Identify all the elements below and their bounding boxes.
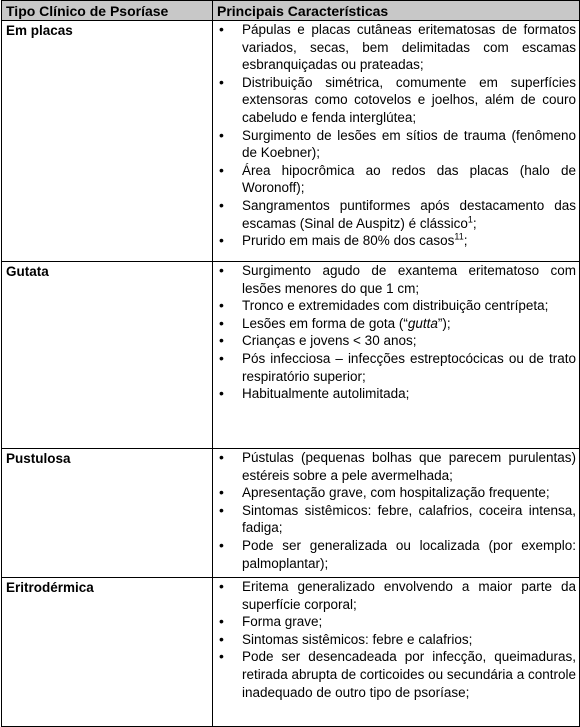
- list-item: • Pode ser generalizada ou localizada (por exemplo: palmoplantar);: [213, 537, 579, 572]
- item-italic-term: gutta: [407, 315, 438, 331]
- item-punctuation: ;: [472, 215, 477, 231]
- item-punctuation: ”);: [437, 315, 451, 331]
- list-item: • Surgimento agudo de exantema eritematoso com lesões menores do que 1 cm;: [213, 262, 579, 297]
- list-item: • Pápulas e placas cutâneas eritematosas de formatos variados, secas, bem delimitadas com escamas esbranquiçadas ou prateadas;: [213, 21, 579, 74]
- list-item: • Área hipocrômica ao redos das placas (halo de Woronoff);: [213, 162, 579, 197]
- list-item: • Forma grave;: [213, 613, 579, 631]
- table-row: [2, 21, 580, 262]
- list-item: [213, 232, 579, 250]
- list-item: • Eritema generalizado envolvendo a maior parte da superfície corporal;: [213, 578, 579, 613]
- header-main-characteristics: Principais Características: [213, 1, 580, 21]
- type-cell: Em placas: [2, 21, 213, 262]
- list-item: • Pústulas (pequenas bolhas que parecem purulentas) estéreis sobre a pele avermelhada;: [213, 449, 579, 484]
- characteristics-cell: [213, 578, 580, 727]
- characteristics-cell: [213, 262, 580, 449]
- characteristics-list: [213, 262, 579, 403]
- list-item: • Sintomas sistêmicos: febre, calafrios, coceira intensa, fadiga;: [213, 502, 579, 537]
- list-item: [213, 315, 579, 333]
- list-item: • Pode ser desencadeada por infecção, queimaduras, retirada abrupta de corticoides ou secundária a controle inadequado de outro tipo de psoríase;: [213, 648, 579, 701]
- type-cell: Eritrodérmica: [2, 578, 213, 727]
- table-row: [2, 449, 580, 578]
- characteristics-cell: [213, 449, 580, 578]
- characteristics-list: [213, 578, 579, 701]
- header-clinical-type: Tipo Clínico de Psoríase: [2, 1, 213, 21]
- table-row: [2, 578, 580, 727]
- characteristics-list: [213, 449, 579, 572]
- list-item: • Surgimento de lesões em sítios de trauma (fenômeno de Koebner);: [213, 127, 579, 162]
- item-text: Lesões em forma de gota (“: [242, 315, 408, 331]
- citation-superscript: 1: [467, 214, 473, 225]
- type-cell: Pustulosa: [2, 449, 213, 578]
- table-header-row: [2, 1, 580, 21]
- list-item: • Apresentação grave, com hospitalização frequente;: [213, 484, 579, 502]
- list-item: • Pós infecciosa – infecções estreptocócicas ou de trato respiratório superior;: [213, 350, 579, 385]
- type-cell: Gutata: [2, 262, 213, 449]
- table-row: [2, 262, 580, 449]
- list-item: • Crianças e jovens < 30 anos;: [213, 332, 579, 350]
- list-item: • Habitualmente autolimitada;: [213, 385, 579, 403]
- characteristics-list: [213, 21, 579, 250]
- item-text: Sangramentos puntiformes após destacamento das escamas (Sinal de Auspitz) é clássico: [242, 197, 576, 231]
- item-punctuation: ;: [463, 233, 468, 249]
- list-item: • Tronco e extremidades com distribuição centrípeta;: [213, 297, 579, 315]
- list-item: [213, 197, 579, 232]
- psoriasis-types-table: [1, 0, 580, 727]
- citation-superscript: 11: [454, 231, 464, 242]
- characteristics-cell: [213, 21, 580, 262]
- list-item: • Sintomas sistêmicos: febre e calafrios;: [213, 631, 579, 649]
- item-text: Prurido em mais de 80% dos casos: [242, 233, 455, 249]
- list-item: • Distribuição simétrica, comumente em superfícies extensoras como cotovelos e joelhos, além de couro cabeludo e fenda interglútea;: [213, 74, 579, 127]
